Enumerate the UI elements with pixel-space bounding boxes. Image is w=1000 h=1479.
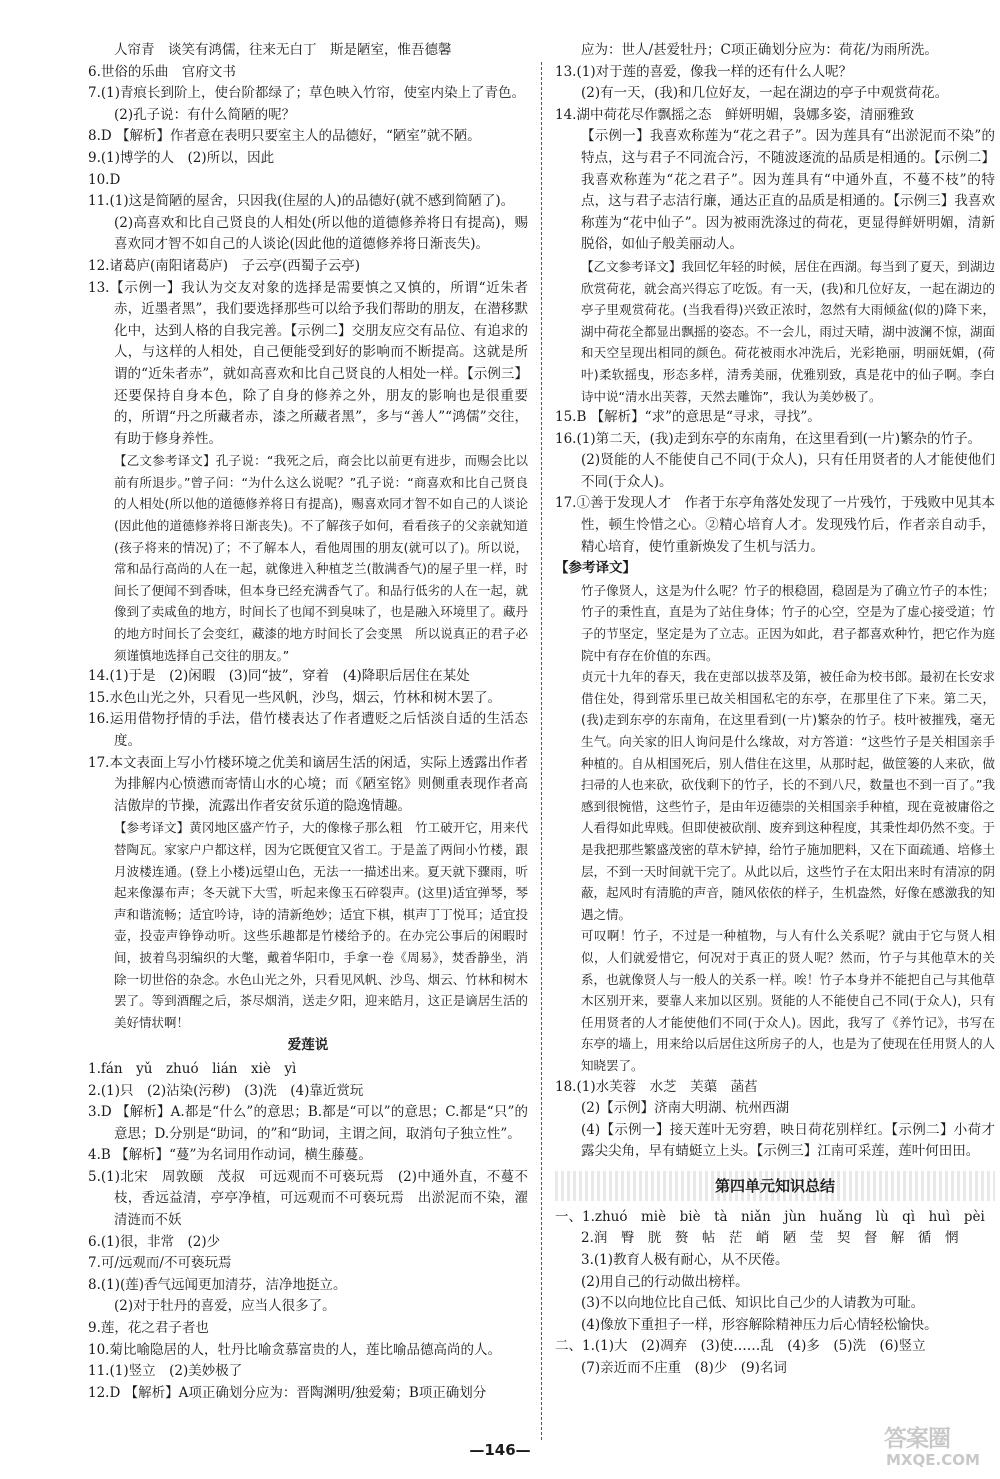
answer-line: (4)像放下重担子一样，形容解除精神压力后心情轻松愉快。 — [581, 1316, 938, 1333]
translation-paragraph: 竹子像贤人，这是为什么呢？竹子的根稳固，稳固是为了确立竹子的本性；竹子的秉性直，直是为了站住身体；竹子的心空，空是为了虚心接受道；竹子的节坚定，坚定是为了立志。正因为如此，君子都喜欢种竹，把它作为庭院中有存在价值的东西。 — [581, 582, 995, 663]
answer-line: 14.(1)于是 (2)闲暇 (3)同“披”，穿着 (4)降职后居住在某处 — [88, 668, 470, 685]
section-title: 爱莲说 — [287, 1037, 329, 1054]
answer-line: 1.fán yǔ zhuó lián xiè yì — [88, 1060, 297, 1077]
answer-line: (7)亲近而不庄重 (8)少 (9)名词 — [581, 1360, 787, 1377]
left-column — [88, 40, 528, 1404]
answer-line: 11.(1)竖立 (2)美妙极了 — [88, 1363, 243, 1380]
answer-line: 10.菊比喻隐居的人，牡丹比喻贪慕富贵的人，莲比喻品德高尚的人。 — [88, 1341, 501, 1358]
watermark-logo — [880, 1420, 992, 1472]
answer-line: 9.莲，花之君子者也 — [88, 1320, 209, 1337]
answer-line: 18.(1)水芙蓉 水芝 芙蕖 菡萏 — [555, 1078, 758, 1095]
answer-line: 6.(1)很，非常 (2)少 — [88, 1233, 221, 1250]
answer-line: 16.(1)第二天，(我)走到东亭的东南角，在这里看到(一片)繁杂的竹子。 — [555, 430, 982, 447]
answer-line: (2)贤能的人不能使自己不同(于众人)，只有任用贤者的人才能使他们不同(于众人)。 — [581, 452, 995, 490]
answer-line: (2)用自己的行动做出榜样。 — [581, 1273, 749, 1290]
answer-line: (2)对于牡丹的喜爱，应当人很多了。 — [114, 1298, 336, 1315]
answer-line: 14.湖中荷花尽作飘摇之态 鲜妍明媚，袅娜多姿，清丽雅致 — [555, 106, 914, 123]
answer-line: 12.诸葛庐(南阳诸葛庐) 子云亭(西蜀子云亭) — [88, 257, 361, 274]
answer-line: 【示例一】我喜欢称莲为“花之君子”。因为莲具有“出淤泥而不染”的特点，这与君子不同流合污，不随波逐流的品质是相通的。【示例二】我喜欢称莲为“花之君子”。因为莲具有“中通外直，不蔓不枝”的特点，这与君子志洁行廉，通达正直的品质是相通的。【示例三】我喜欢称莲为“花中仙子”。因为被雨洗涤过的荷花，更显得鲜妍明媚，清新脱俗，如仙子般美丽动人。 — [581, 128, 995, 253]
answer-line: 17.本文表面上写小竹楼环境之优美和谪居生活的闲适，实际上透露出作者为排解内心愤懑而寄情山水的心境；而《陋室铭》则侧重表现作者高洁傲岸的节操，流露出作者安贫乐道的隐逸情趣。 — [88, 754, 528, 814]
answer-line: 15.B 【解析】“求”的意思是“寻求，寻找”。 — [555, 409, 821, 426]
watermark-logo-text: 答案圈 — [884, 1425, 950, 1452]
answer-line: 11.(1)这是简陋的屋舍，只因我(住屋的人)的品德好(就不感到简陋了)。 — [88, 193, 515, 210]
answer-line: (2)孔子说：有什么简陋的呢？ — [114, 106, 296, 123]
unit-summary-banner — [555, 1171, 995, 1201]
answer-line: (3)不以向地位比自己低、知识比自己少的人请教为可耻。 — [581, 1295, 925, 1312]
answer-line: 8.D 【解析】作者意在表明只要室主人的品德好，“陋室”就不陋。 — [88, 128, 481, 145]
translation-paragraph: 【参考译文】黄冈地区盛产竹子，大的像椽子那么粗 竹工破开它，用来代替陶瓦。家家户户都这样，因为它既便宜又省工。于是盖了两间小竹楼，跟月波楼连通。(登上小楼)远望山色，无法一一描述出来。夏天就下骤雨，听起来像瀑布声；冬天就下大雪，听起来像玉石碎裂声。(这里)适宜弹琴，琴声和谐流畅；适宜吟诗，诗的清新绝妙；适宜下棋，棋声丁丁悦耳；适宜投壶，投壶声铮铮动听。这些乐趣都是竹楼给予的。在办完公事后的闲暇时间，披着鸟羽编织的大氅，戴着华阳巾，手拿一卷《周易》，焚香静坐，消除一切世俗的杂念。水色山光之外，只看见风帆、沙鸟、烟云、竹林和树木罢了。等到酒醒之后，茶尽烟消，送走夕阳，迎来皓月，这正是谪居生活的美好情状啊！ — [114, 820, 528, 1030]
page-number: —146— — [469, 1441, 531, 1459]
answer-line: 17.①善于发现人才 作者于东亭角落处发现了一片残竹，于残败中见其本性，顿生怜惜之心。②精心培育人才。发现残竹后，作者亲自动手，精心培育，使竹重新焕发了生机与活力。 — [555, 495, 995, 555]
watermark-url: MXQE.COM — [886, 1451, 980, 1469]
answer-line: 7.可/远观而/不可亵玩焉 — [88, 1255, 232, 1272]
answer-line: 人帘青 谈笑有鸿儒，往来无白丁 斯是陋室，惟吾德馨 — [114, 42, 452, 58]
answer-line: 一、1.zhuó miè biè tà niǎn jùn huǎng lù qì huì pèi — [555, 1208, 985, 1225]
answer-line: 应为：世人/甚爱牡丹；C项正确划分应为：荷花/为雨所洗。 — [581, 42, 938, 58]
answer-line: 3.D 【解析】A.都是“什么”的意思；B.都是“可以”的意思；C.都是“只”的意思；D.分别是“助词，的”和“助词，主谓之间，取消句子独立性”。 — [88, 1104, 528, 1142]
answer-line: 13.(1)对于莲的喜爱，像我一样的还有什么人呢？ — [555, 63, 853, 80]
answer-line: 16.运用借物抒情的手法，借竹楼表达了作者遭贬之后恬淡自适的生活态度。 — [88, 711, 528, 749]
translation-paragraph: 贞元十九年的春天，我在吏部以拔萃及第，被任命为校书郎。最初在长安求借住处，得到常乐里已故关相国私宅的东亭，在那里住了下来。第二天，(我)走到东亭的东南角，在这里看到(一片)繁杂的竹子。枝叶被摧残，毫无生气。向关家的旧人询问是什么缘故，对方答道：“这些竹子是关相国亲手种植的。自从相国死后，别人借住在这里，从那时起，做筐篓的人来砍，做扫帚的人也来砍，砍伐剩下的竹子，长的不到八尺，数量也不到一百了。”我感到很惋惜，这些竹子，是由年迈德崇的关相国亲手种植，现在竟被庸俗之人看得如此卑贱。但即使被砍削、废弃到这种程度，其秉性却仍然不变。于是我把那些繁盛茂密的草木铲掉，给竹子施加肥料，又在下面疏通、培修土层，不到一天时间就干完了。从此以后，这些竹子在太阳出来时有清凉的阴蔽，起风时有清脆的声音，随风依依的样子，生机盎然，好像在感激我的知遇之情。 — [581, 669, 995, 922]
answer-line: (2)【示例】济南大明湖、杭州西湖 — [581, 1100, 790, 1117]
answer-line: 2.润 臀 胱 赘 帖 茫 峭 陋 莹 契 督 解 循 惘 — [581, 1230, 959, 1247]
answer-line: 8.(1)(莲)香气远闻更加清芬，洁净地挺立。 — [88, 1276, 347, 1293]
answer-line: 9.(1)博学的人 (2)所以，因此 — [88, 149, 275, 166]
column-divider — [541, 62, 542, 1440]
answer-line: (2)有一天，(我)和几位好友，一起在湖边的亭子中观赏荷花。 — [581, 85, 949, 102]
translation-paragraph: 【乙文参考译文】我回忆年轻的时候，居住在西湖。每当到了夏天，到湖边欣赏荷花，就会高兴得忘了吃饭。有一天，(我)和几位好友，一起在湖边的亭子里观赏荷花。(当我看得)兴致正浓时，忽然有大雨倾盆(似的)降下来，湖中荷花全都显出飘摇的姿态。不一会儿，雨过天晴，湖中波澜不惊，湖面和天空呈现出相同的颜色。荷花被雨水冲洗后，光彩艳丽，明丽妩媚，(荷叶)柔软摇曳，形态多样，清秀美丽，优雅别致，真是花中的仙子啊。李白诗中说“清水出芙蓉，天然去雕饰”，我认为美妙极了。 — [581, 258, 995, 404]
answer-line: 7.(1)青痕长到阶上，使台阶都绿了；草色映入竹帘，使室内染上了青色。 — [88, 85, 526, 102]
answer-line: 二、1.(1)大 (2)凋弃 (3)使……乱 (4)多 (5)洗 (6)竖立 — [555, 1338, 926, 1355]
answer-line: 12.D 【解析】A项正确划分应为：晋陶渊明/独爱菊；B项正确划分 — [88, 1384, 487, 1401]
answer-line: 5.(1)北宋 周敦颐 茂叔 可远观而不可亵玩焉 (2)中通外直，不蔓不枝，香远益清，亭亭净植，可远观而不可亵玩焉 出淤泥而不染，濯清涟而不妖 — [88, 1168, 528, 1229]
answer-line: 10.D — [88, 171, 121, 188]
translation-paragraph: 可叹啊！竹子，不过是一种植物，与人有什么关系呢？就由于它与贤人相似，人们就爱惜它，何况对于真正的贤人呢？然而，竹子与其他草木的关系，也就像贤人与一般人的关系一样。唉！竹子本身并不能把自己与其他草木区别开来，要靠人来加以区别。贤能的人不能使自己不同(于众人)，只有任用贤者的人才能使他们不同(于众人)。因此，我写了《养竹记》，书写在东亭的墙上，用来给以后居住这所房子的人，也是为了使现在任用贤人的人知晓罢了。 — [581, 928, 995, 1073]
answer-line: 6.世俗的乐曲 官府文书 — [88, 63, 236, 80]
answer-line: 2.(1)只 (2)沾染(污秽) (3)洗 (4)靠近赏玩 — [88, 1082, 364, 1099]
unit-summary-title: 第四单元知识总结 — [714, 1176, 835, 1195]
answer-line: 3.(1)教育人极有耐心，从不厌倦。 — [581, 1252, 789, 1269]
answer-line: 15.水色山光之外，只看见一些风帆，沙鸟，烟云，竹林和树木罢了。 — [88, 689, 501, 706]
answer-line: (4)【示例一】接天莲叶无穷碧，映日荷花别样红。【示例二】小荷才露尖尖角，早有蜻蜓立上头。【示例三】江南可采莲，莲叶何田田。 — [581, 1121, 995, 1160]
answer-line: 4.B 【解析】“蔓”为名词用作动词，横生藤蔓。 — [88, 1147, 372, 1164]
right-column — [555, 40, 995, 1380]
answer-line: (2)高喜欢和比自己贤良的人相处(所以他的道德修养将日有提高)，赐喜欢同才智不如自己的人谈论(因此他的道德修养将日渐丧失)。 — [114, 214, 528, 253]
translation-paragraph: 【乙文参考译文】孔子说：“我死之后，商会比以前更有进步，而赐会比以前有所退步。”曾子问：“为什么这么说呢？”孔子说：“商喜欢和比自己贤良的人相处(所以他的道德修养将日有提高)，赐喜欢同才智不如自己的人谈论(因此他的道德修养将日渐丧失)。不了解孩子如何，看看孩子的父亲就知道(孩子将来的情况)了；不了解本人，看他周围的朋友(就可以了)。所以说，常和品行高尚的人在一起，就像进入种植芝兰(散满香气)的屋子里一样，时间长了便闻不到香味，但本身已经充满香气了。和品行低劣的人在一起，就像到了卖咸鱼的地方，时间长了也闻不到臭味了，也是融入环境里了。藏丹的地方时间长了会变红，藏漆的地方时间长了会变黑 所以说真正的君子必须谨慎地选择自己交往的朋友。” — [114, 453, 528, 663]
reference-translation-heading: 【参考译文】 — [555, 560, 636, 577]
answer-line: 13.【示例一】我认为交友对象的选择是需要慎之又慎的，所谓“近朱者赤，近墨者黑”，我们要选择那些可以给予我们帮助的朋友，在潜移默化中，达到人格的自我完善。【示例二】交朋友应交有品位、有追求的人，与这样的人相处，自己便能受到好的影响而不断提高。这就是所谓的“近朱者赤”，就如高喜欢和比自己贤良的人相处一样。【示例三】还要保持自身本色，除了自身的修养之外，朋友的影响也是很重要的，所谓“丹之所藏者赤，漆之所藏者黑”，多与“善人”“鸿儒”交往，有助于修身养性。 — [88, 279, 528, 447]
